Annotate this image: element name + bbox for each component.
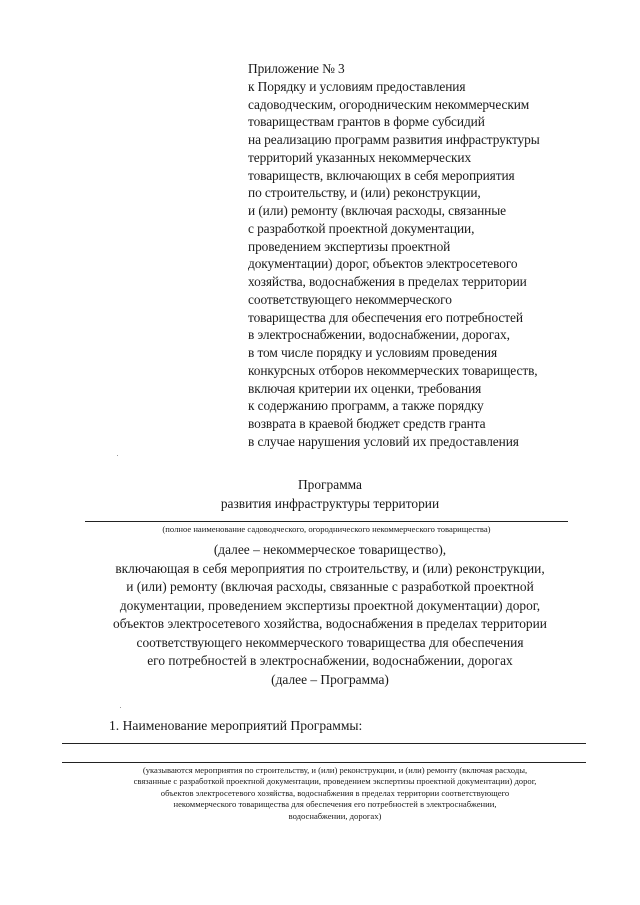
organization-name-fill-line	[85, 521, 568, 522]
scan-speck	[120, 707, 121, 708]
note-line: объектов электросетевого хозяйства, водоснабжения в пределах территории соответствующего	[160, 787, 510, 798]
program-description	[60, 541, 600, 689]
description-line: включающая в себя мероприятия по строительству, и (или) реконструкции,	[115, 560, 545, 576]
description-line: и (или) ремонту (включая расходы, связанные с разработкой проектной	[126, 579, 534, 594]
appendix-line: в том числе порядку и условиям проведения	[248, 345, 498, 360]
description-line: соответствующего некоммерческого товарищества для обеспечения	[136, 634, 524, 650]
description-line: (далее – Программа)	[271, 671, 389, 687]
program-subtitle-line: развития инфраструктуры территории	[220, 496, 440, 511]
section-1-fill-line	[62, 762, 586, 763]
description-line: объектов электросетевого хозяйства, водоснабжения в пределах территории	[113, 616, 547, 631]
appendix-line: товарищества для обеспечения его потребностей	[248, 309, 523, 325]
section-1-note	[75, 765, 595, 822]
appendix-line: с разработкой проектной документации,	[248, 220, 475, 236]
program-title-line: Программа	[298, 477, 362, 492]
organization-name-caption: (полное наименование садоводческого, огороднического некоммерческого товарищества)	[162, 524, 491, 534]
program-title	[60, 475, 600, 513]
appendix-line: товариществ, включающих в себя мероприятия	[248, 167, 515, 183]
appendix-line: включая критерии их оценки, требования	[248, 380, 482, 396]
scan-speck	[117, 455, 118, 456]
note-line: водоснабжении, дорогах)	[288, 810, 382, 821]
appendix-line: проведением экспертизы проектной	[248, 238, 451, 254]
appendix-title: Приложение № 3	[248, 61, 345, 76]
appendix-line: возврата в краевой бюджет средств гранта	[248, 416, 486, 431]
note-line: некоммерческого товарищества для обеспечения его потребностей в электроснабжении,	[173, 799, 497, 810]
section-1-heading: 1. Наименование мероприятий Программы:	[109, 718, 363, 733]
appendix-line: документации) дорог, объектов электросетевого	[248, 256, 518, 272]
description-line: (далее – некоммерческое товарищество),	[213, 542, 447, 557]
appendix-line: в случае нарушения условий их предоставления	[248, 433, 519, 449]
appendix-line: садоводческим, огородническим некоммерческим	[248, 96, 530, 112]
note-line: (указываются мероприятия по строительству, и (или) реконструкции, и (или) ремонту (включая расходы,	[142, 765, 528, 775]
appendix-line: территорий указанных некоммерческих	[248, 149, 472, 165]
appendix-line: к содержанию программ, а также порядку	[248, 398, 484, 414]
appendix-header	[248, 60, 628, 451]
appendix-line: к Порядку и условиям предоставления	[248, 78, 466, 94]
appendix-line: соответствующего некоммерческого	[248, 291, 452, 307]
appendix-line: на реализацию программ развития инфраструктуры	[248, 132, 540, 147]
appendix-line: конкурсных отборов некоммерческих товариществ,	[248, 362, 538, 378]
appendix-line: хозяйства, водоснабжения в пределах территории	[248, 274, 527, 289]
section-1-fill-line	[62, 743, 586, 744]
description-line: документации, проведением экспертизы проектной документации) дорог,	[119, 597, 541, 613]
appendix-line: по строительству, и (или) реконструкции,	[248, 185, 481, 201]
note-line: связанные с разработкой проектной документации, проведением экспертизы проектной документации) дорог,	[133, 776, 537, 787]
appendix-line: товариществам грантов в форме субсидий	[248, 114, 485, 130]
appendix-line: и (или) ремонту (включая расходы, связанные	[248, 203, 506, 218]
description-line: его потребностей в электроснабжении, водоснабжении, дорогах	[147, 653, 513, 668]
appendix-line: в электроснабжении, водоснабжении, дорогах,	[248, 327, 510, 343]
